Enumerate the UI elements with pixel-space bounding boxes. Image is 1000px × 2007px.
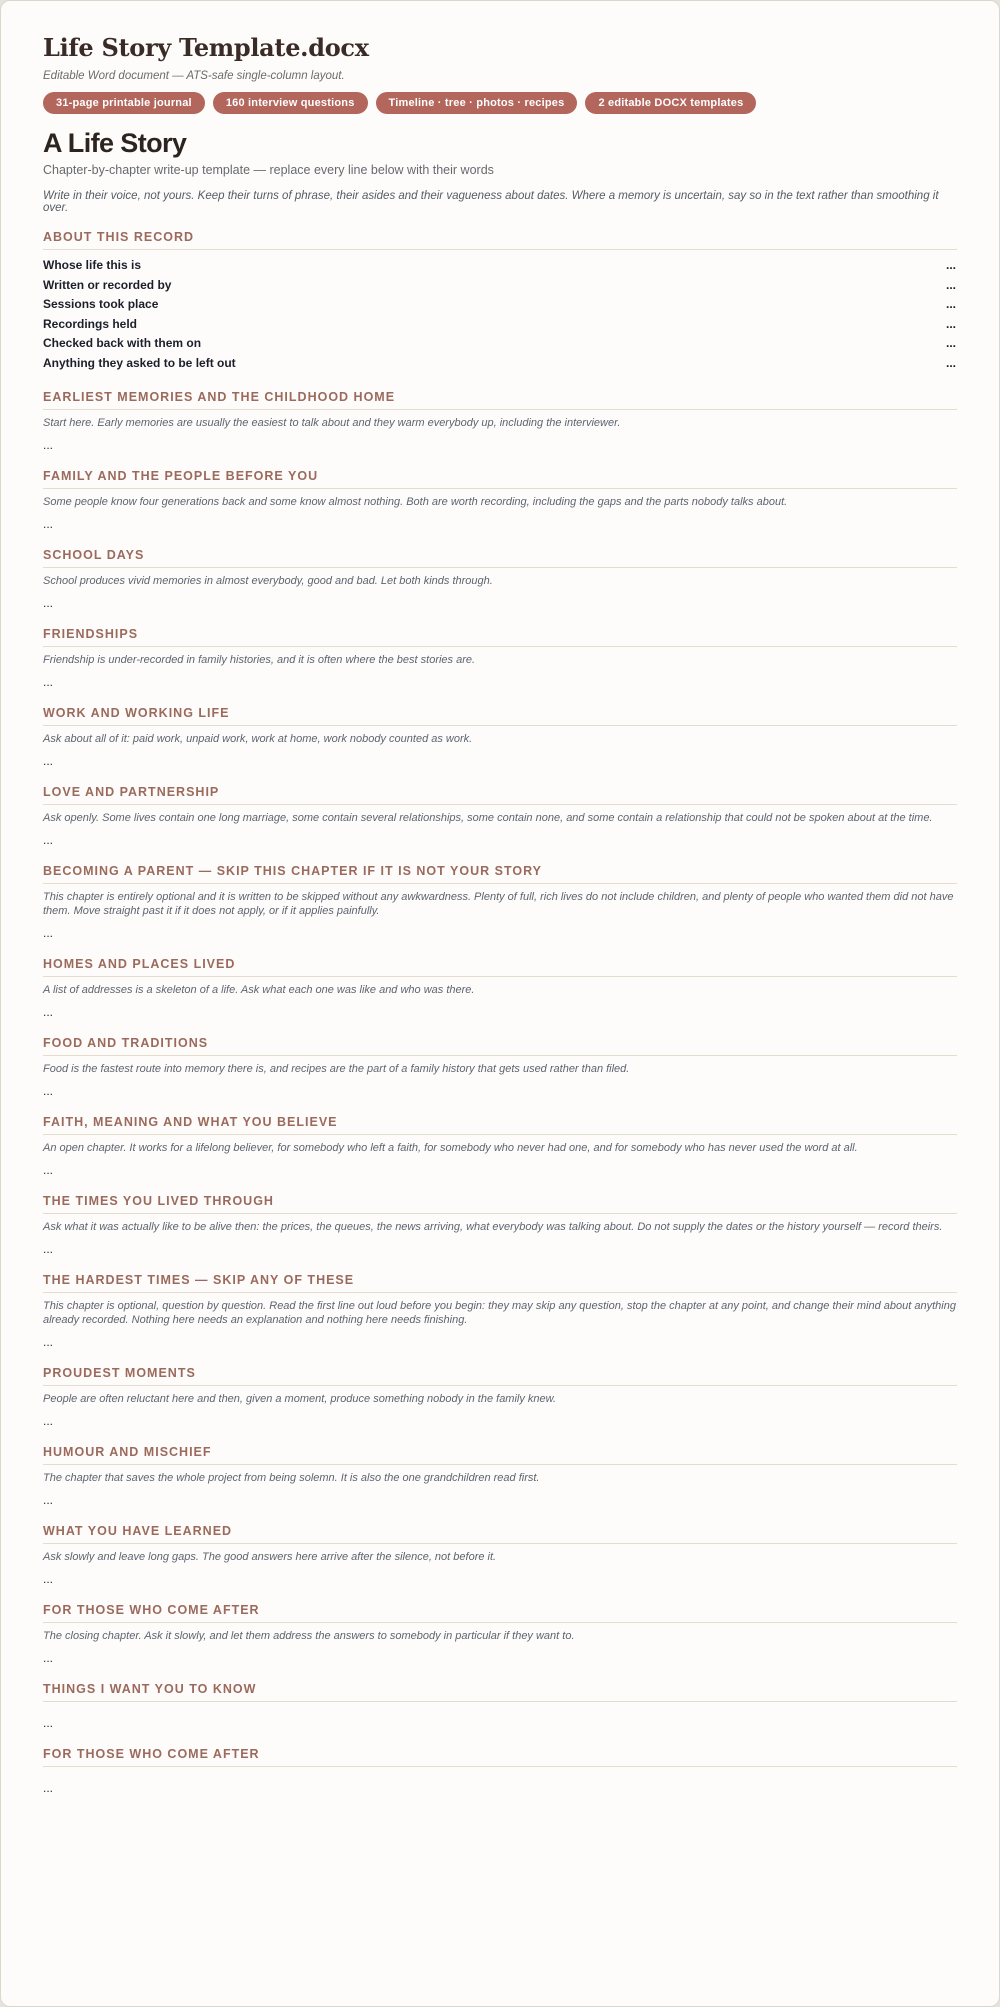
- chapter-section: [43, 469, 957, 531]
- document-filename: Life Story Template.docx: [43, 33, 369, 62]
- about-record-label: Sessions took place: [43, 297, 159, 312]
- chapter-section: [43, 1036, 957, 1098]
- section-heading: THE HARDEST TIMES — SKIP ANY OF THESE: [43, 1273, 957, 1293]
- section-heading: PROUDEST MOMENTS: [43, 1366, 957, 1386]
- document-subtitle: Editable Word document — ATS-safe single-column layout.: [43, 70, 345, 82]
- chapter-answer-placeholder[interactable]: ...: [43, 1241, 54, 1256]
- chapter-guidance-note: People are often reluctant here and then, given a moment, produce something nobody in the family knew.: [43, 1392, 557, 1405]
- about-record-label: Recordings held: [43, 316, 138, 331]
- chapter-answer-placeholder[interactable]: ...: [43, 753, 54, 768]
- chapter-section: [43, 627, 957, 689]
- chapter-list: [43, 390, 957, 1795]
- about-record-row: [43, 334, 957, 354]
- about-record-row: [43, 256, 957, 276]
- chapter-guidance-note: The closing chapter. Ask it slowly, and let them address the answers to somebody in particular if they want to.: [43, 1629, 575, 1642]
- chapter-section: [43, 706, 957, 768]
- document-body: [1, 1, 999, 1795]
- about-record-value[interactable]: ...: [945, 336, 956, 351]
- chapter-guidance-note: Ask about all of it: paid work, unpaid work, work at home, work nobody counted as work.: [43, 732, 473, 745]
- chapter-answer-placeholder[interactable]: ...: [43, 1413, 54, 1428]
- chapter-section: [43, 1366, 957, 1428]
- section-heading: FOR THOSE WHO COME AFTER: [43, 1747, 957, 1767]
- about-record-value[interactable]: ...: [945, 297, 956, 312]
- about-record-row: [43, 295, 957, 315]
- chapter-guidance-note: Some people know four generations back and some know almost nothing. Both are worth recording, including the gaps and the parts nobody talks about.: [43, 495, 788, 508]
- feature-pill: 31-page printable journal: [43, 92, 205, 114]
- chapter-section: [43, 1524, 957, 1586]
- about-record-label: Whose life this is: [43, 258, 142, 272]
- chapter-guidance-note: Friendship is under-recorded in family histories, and it is often where the best stories are.: [43, 653, 476, 666]
- section-heading: THE TIMES YOU LIVED THROUGH: [43, 1194, 957, 1214]
- section-heading: ABOUT THIS RECORD: [43, 230, 957, 250]
- section-heading: WHAT YOU HAVE LEARNED: [43, 1524, 957, 1544]
- chapter-section: [43, 1603, 957, 1665]
- about-record-section: [43, 230, 957, 374]
- section-heading: EARLIEST MEMORIES AND THE CHILDHOOD HOME: [43, 390, 957, 410]
- chapter-section: [43, 390, 957, 452]
- feature-pill: Timeline · tree · photos · recipes: [376, 92, 578, 114]
- about-record-value[interactable]: ...: [945, 316, 956, 331]
- section-heading: SCHOOL DAYS: [43, 548, 957, 568]
- section-heading: FOR THOSE WHO COME AFTER: [43, 1603, 957, 1623]
- section-heading: BECOMING A PARENT — SKIP THIS CHAPTER IF IT IS NOT YOUR STORY: [43, 864, 957, 884]
- chapter-section: [43, 1194, 957, 1256]
- section-heading: THINGS I WANT YOU TO KNOW: [43, 1682, 957, 1702]
- feature-pill: 2 editable DOCX templates: [585, 92, 756, 114]
- page-subtitle: Chapter-by-chapter write-up template — replace every line below with their words: [43, 163, 494, 177]
- chapter-guidance-note: This chapter is entirely optional and it is written to be skipped without any awkwardness. Plenty of full, rich lives do not include children, and plenty of people who wanted them did not have them. Move straight past it if it does not apply, or if it applies painfully.: [43, 890, 954, 917]
- chapter-answer-placeholder[interactable]: ...: [43, 1083, 54, 1098]
- about-record-label: Anything they asked to be left out: [43, 355, 236, 370]
- chapter-section: [43, 1273, 957, 1349]
- chapter-answer-placeholder[interactable]: ...: [43, 674, 54, 689]
- chapter-section: [43, 785, 957, 847]
- about-record-row: [43, 354, 957, 374]
- chapter-guidance-note: Ask what it was actually like to be alive then: the prices, the queues, the news arriving, what everybody was talking about. Do not supply the dates or the history yourself — record theirs.: [43, 1220, 943, 1233]
- section-heading: FAITH, MEANING AND WHAT YOU BELIEVE: [43, 1115, 957, 1135]
- section-heading: FAMILY AND THE PEOPLE BEFORE YOU: [43, 469, 957, 489]
- about-record-label: Written or recorded by: [43, 277, 172, 292]
- chapter-answer-placeholder[interactable]: ...: [43, 1780, 54, 1795]
- chapter-guidance-note: An open chapter. It works for a lifelong believer, for somebody who left a faith, for somebody who never had one, and for somebody who has never used the word at all.: [43, 1141, 858, 1154]
- about-record-rows: [43, 256, 957, 374]
- chapter-section: [43, 864, 957, 940]
- chapter-guidance-note: Start here. Early memories are usually the easiest to talk about and they warm everybody up, including the interviewer.: [43, 416, 621, 429]
- chapter-answer-placeholder[interactable]: ...: [43, 1004, 54, 1019]
- chapter-guidance-note: A list of addresses is a skeleton of a life. Ask what each one was like and who was there.: [43, 983, 475, 996]
- chapter-answer-placeholder[interactable]: ...: [43, 1492, 54, 1507]
- about-record-value[interactable]: ...: [945, 355, 956, 370]
- intro-note: Write in their voice, not yours. Keep their turns of phrase, their asides and their vagueness about dates. Where a memory is uncertain, say so in the text rather than smoothing it over.: [43, 190, 939, 214]
- about-record-value[interactable]: ...: [945, 277, 956, 292]
- chapter-section: [43, 1682, 957, 1730]
- feature-pill: 160 interview questions: [213, 92, 368, 114]
- chapter-answer-placeholder[interactable]: ...: [43, 925, 54, 940]
- section-heading: WORK AND WORKING LIFE: [43, 706, 957, 726]
- chapter-section: [43, 1445, 957, 1507]
- about-record-value[interactable]: ...: [945, 258, 956, 272]
- chapter-answer-placeholder[interactable]: ...: [43, 1334, 54, 1349]
- section-heading: HUMOUR AND MISCHIEF: [43, 1445, 957, 1465]
- section-heading: HOMES AND PLACES LIVED: [43, 957, 957, 977]
- about-record-label: Checked back with them on: [43, 336, 202, 351]
- chapter-answer-placeholder[interactable]: ...: [43, 1650, 54, 1665]
- section-heading: FOOD AND TRADITIONS: [43, 1036, 957, 1056]
- chapter-answer-placeholder[interactable]: ...: [43, 832, 54, 847]
- section-heading: LOVE AND PARTNERSHIP: [43, 785, 957, 805]
- about-record-row: [43, 276, 957, 296]
- chapter-guidance-note: Ask slowly and leave long gaps. The good answers here arrive after the silence, not before it.: [43, 1550, 497, 1563]
- about-record-row: [43, 315, 957, 335]
- chapter-guidance-note: School produces vivid memories in almost everybody, good and bad. Let both kinds through.: [43, 574, 493, 587]
- chapter-answer-placeholder[interactable]: ...: [43, 437, 54, 452]
- section-heading: FRIENDSHIPS: [43, 627, 957, 647]
- chapter-section: [43, 548, 957, 610]
- chapter-guidance-note: The chapter that saves the whole project from being solemn. It is also the one grandchildren read first.: [43, 1471, 540, 1484]
- chapter-answer-placeholder[interactable]: ...: [43, 516, 54, 531]
- page-title: A Life Story: [43, 128, 187, 158]
- chapter-guidance-note: This chapter is optional, question by question. Read the first line out loud before you begin: they may skip any question, stop the chapter at any point, and change their mind about anything already recorded. Nothing here needs an explanation and nothing here needs finishing.: [43, 1299, 956, 1326]
- chapter-answer-placeholder[interactable]: ...: [43, 595, 54, 610]
- chapter-section: [43, 1747, 957, 1795]
- chapter-answer-placeholder[interactable]: ...: [43, 1715, 54, 1730]
- chapter-section: [43, 1115, 957, 1177]
- chapter-answer-placeholder[interactable]: ...: [43, 1162, 54, 1177]
- chapter-answer-placeholder[interactable]: ...: [43, 1571, 54, 1586]
- chapter-section: [43, 957, 957, 1019]
- feature-pills: [43, 92, 957, 114]
- chapter-guidance-note: Ask openly. Some lives contain one long marriage, some contain several relationships, some contain none, and some contain a relationship that could not be spoken about at the time.: [43, 811, 933, 824]
- chapter-guidance-note: Food is the fastest route into memory there is, and recipes are the part of a family history that gets used rather than filed.: [43, 1062, 630, 1075]
